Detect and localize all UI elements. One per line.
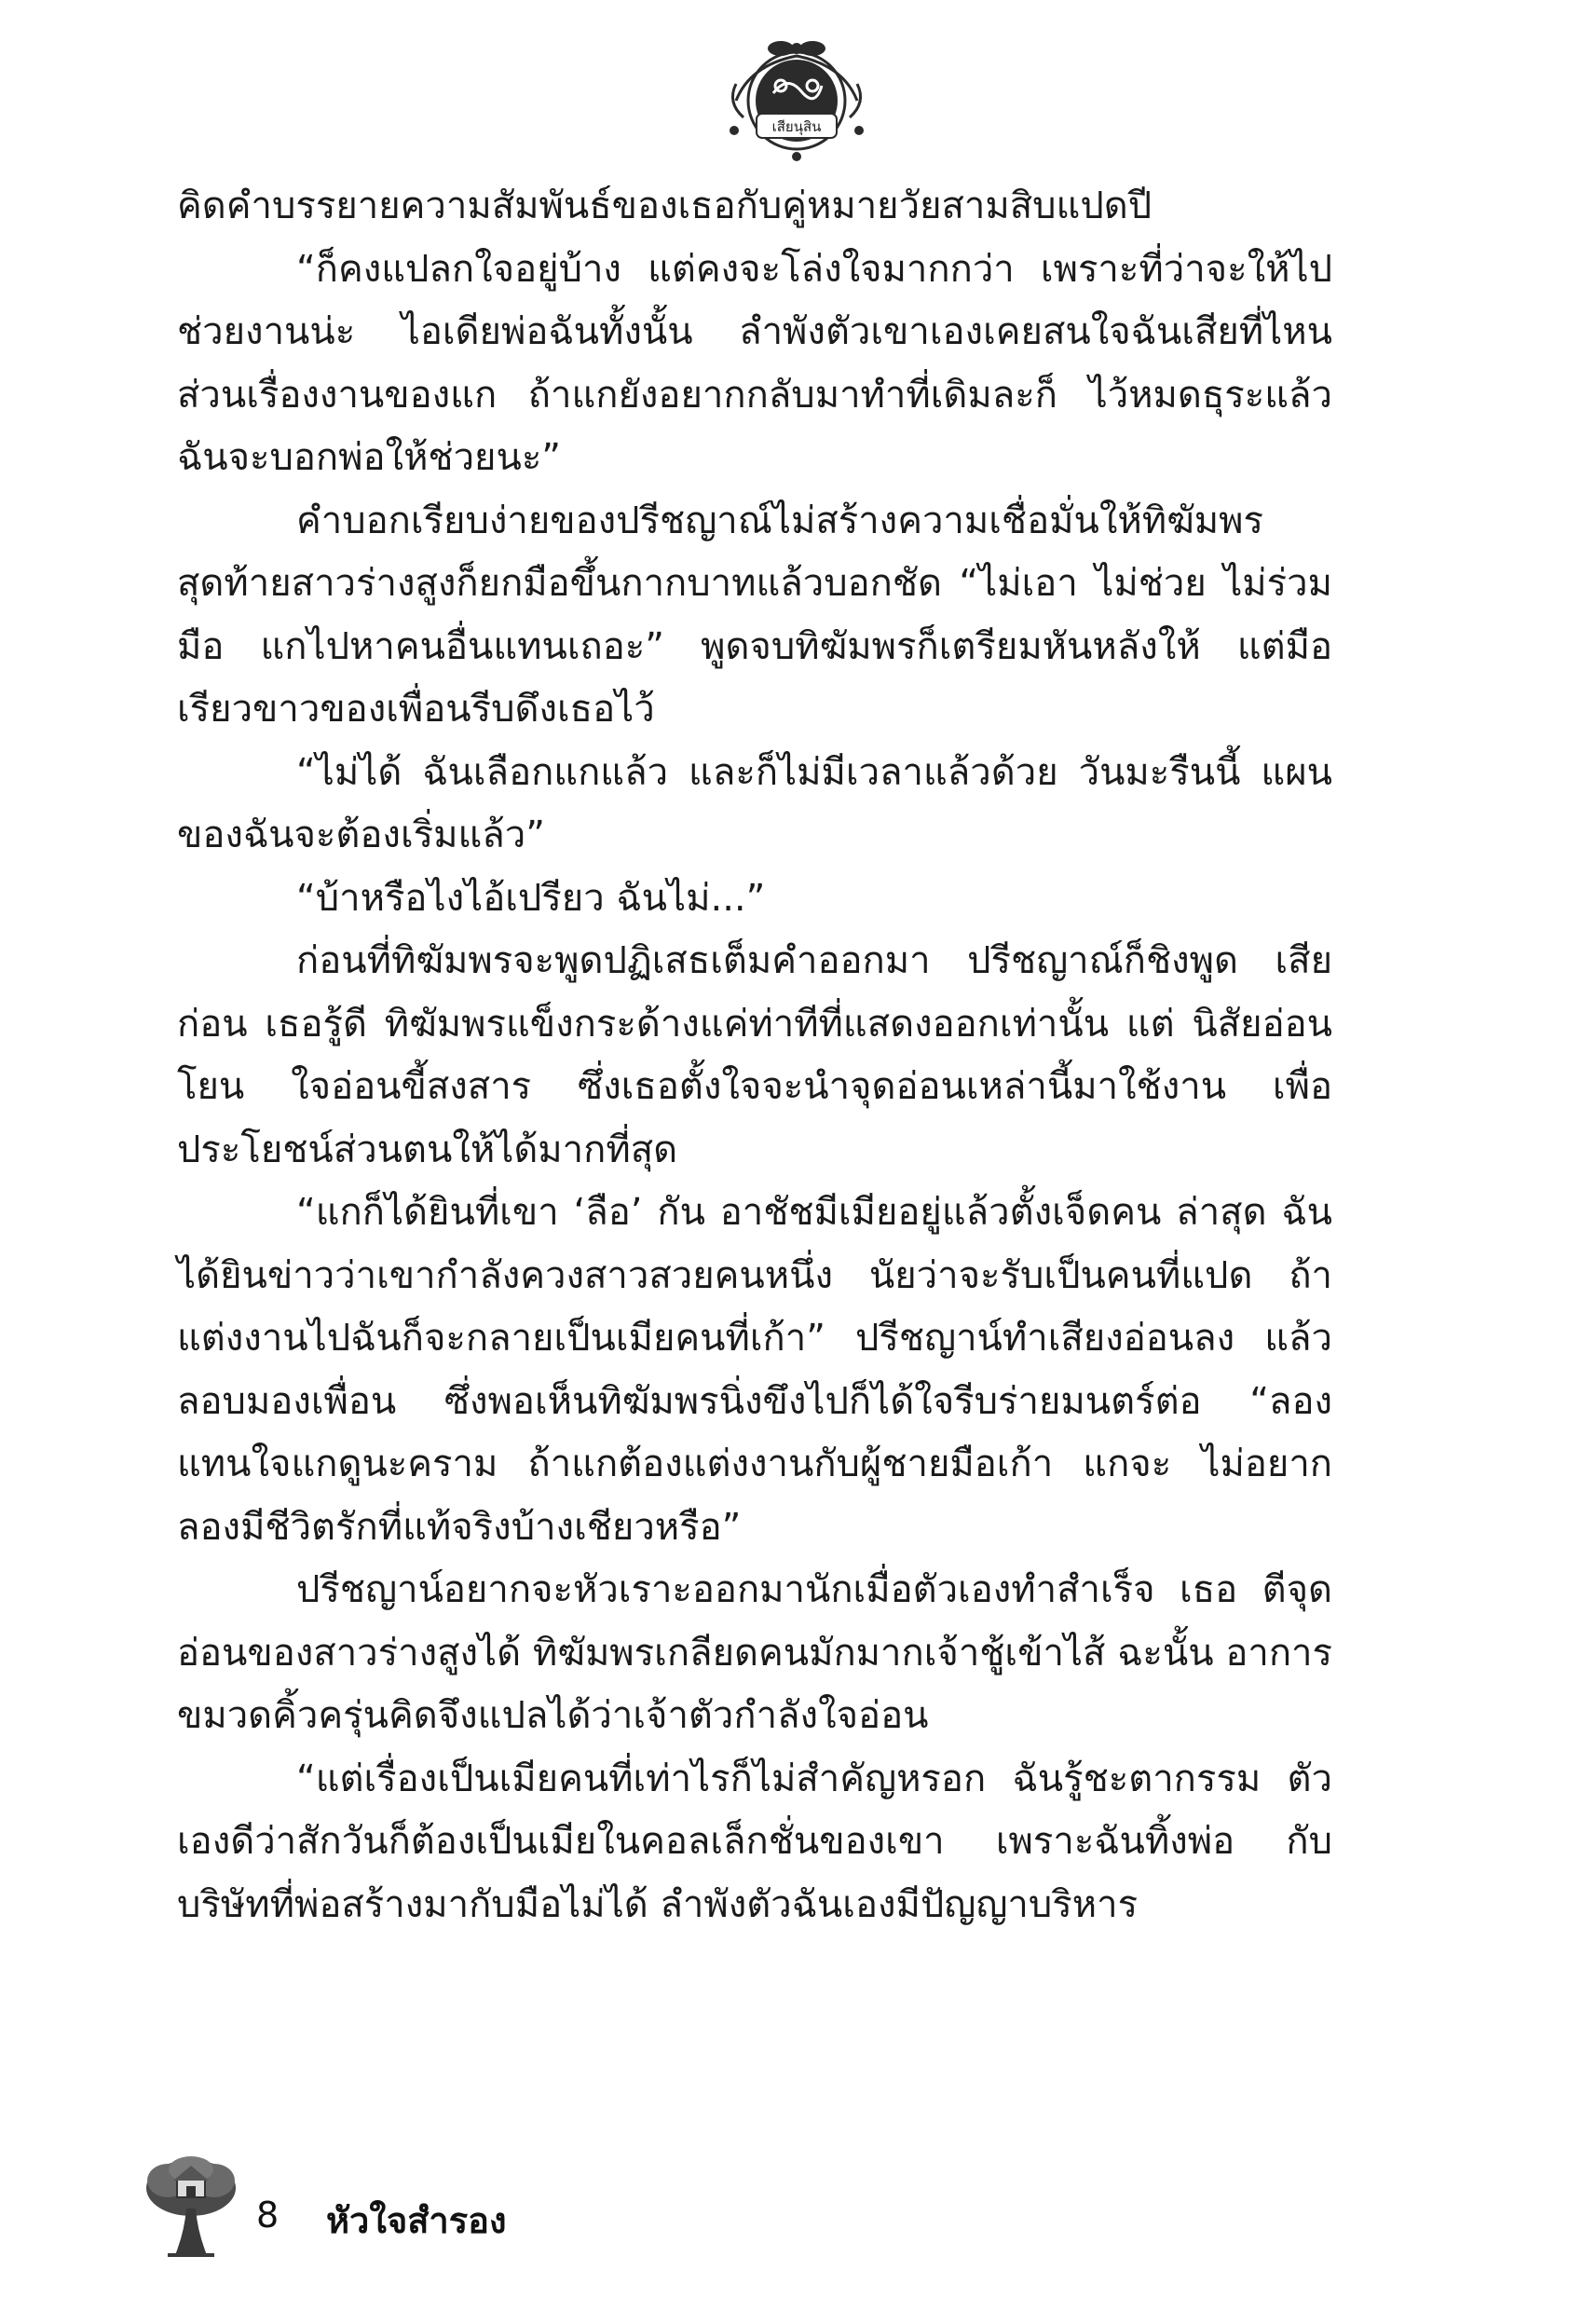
paragraph: คำบอกเรียบง่ายของปรีชญาณ์ไม่สร้างความเชื่อมั่นให้ทิฆัมพร สุดท้ายสาวร่างสูงก็ยกมือขึ้นกากบาทแล้วบอกชัด “ไม่เอา ไม่ช่วย ไม่ร่วมมือ แกไปหาคนอื่นแทนเถอะ” พูดจบทิฆัมพรก็เตรียมหันหลังให้ แต่มือเรียวขาวของเพื่อนรีบดึงเธอไว้	[177, 499, 1332, 731]
paragraph: ปรีชญาน์อยากจะหัวเราะออกมานักเมื่อตัวเองทำสำเร็จ เธอ ตีจุดอ่อนของสาวร่างสูงได้ ทิฆัมพรเกลียดคนมักมากเจ้าชู้เข้าไส้ ฉะนั้น อาการขมวดคิ้วครุ่นคิดจึงแปลได้ว่าเจ้าตัวกำลังใจอ่อน	[177, 1568, 1332, 1737]
logo-text: เสียนุสิน	[771, 118, 822, 135]
paragraph: ก่อนที่ทิฆัมพรจะพูดปฏิเสธเต็มคำออกมา ปรีชญาณ์ก็ชิงพูด เสียก่อน เธอรู้ดี ทิฆัมพรแข็งกระด้างแค่ท่าทีที่แสดงออกเท่านั้น แต่ นิสัยอ่อนโยน ใจอ่อนขี้สงสาร ซึ่งเธอตั้งใจจะนำจุดอ่อนเหล่านี้มาใช้งาน เพื่อประโยชน์ส่วนตนให้ได้มากที่สุด	[177, 939, 1332, 1171]
body-text	[177, 175, 1332, 1936]
paragraph: “แกก็ได้ยินที่เขา ‘ลือ’ กัน อาชัชมีเมียอยู่แล้วตั้งเจ็ดคน ล่าสุด ฉันได้ยินข่าวว่าเขากำลังควงสาวสวยคนหนึ่ง นัยว่าจะรับเป็นคนที่แปด ถ้าแต่งงานไปฉันก็จะกลายเป็นเมียคนที่เก้า” ปรีชญาน์ทำเสียงอ่อนลง แล้วลอบมองเพื่อน ซึ่งพอเห็นทิฆัมพรนิ่งขึงไปก็ได้ใจรีบร่ายมนตร์ต่อ “ลองแทนใจแกดูนะคราม ถ้าแกต้องแต่งงานกับผู้ชายมือเก้า แกจะ ไม่อยากลองมีชีวิตรักที่แท้จริงบ้างเชียวหรือ”	[177, 1191, 1332, 1549]
paragraph: คิดคำบรรยายความสัมพันธ์ของเธอกับคู่หมายวัยสามสิบแปดปี	[177, 185, 1153, 227]
paragraph: “บ้าหรือไงไอ้เปรียว ฉันไม่...”	[296, 876, 766, 920]
book-title: หัวใจสำรอง	[326, 2200, 507, 2241]
paragraph: “ก็คงแปลกใจอยู่บ้าง แต่คงจะโล่งใจมากกว่า เพราะที่ว่าจะให้ไปช่วยงานน่ะ ไอเดียพ่อฉันทั้งนั้น ลำพังตัวเขาเองเคยสนใจฉันเสียที่ไหน ส่วนเรื่องงานของแก ถ้าแกยังอยากกลับมาทำที่เดิมละก็ ไว้หมดธุระแล้ว ฉันจะบอกพ่อให้ช่วยนะ”	[177, 247, 1332, 479]
page-footer	[140, 2153, 699, 2264]
paragraph: “แต่เรื่องเป็นเมียคนที่เท่าไรก็ไม่สำคัญหรอก ฉันรู้ชะตากรรม ตัวเองดีว่าสักวันก็ต้องเป็นเมียในคอลเล็กชั่นของเขา เพราะฉันทิ้งพ่อ กับบริษัทที่พ่อสร้างมากับมือไม่ได้ ลำพังตัวฉันเองมีปัญญาบริหาร	[177, 1757, 1332, 1926]
ornament-seal-icon	[699, 28, 894, 163]
tree-house-icon	[140, 2153, 242, 2260]
page-number: 8	[256, 2195, 280, 2236]
paragraph: “ไม่ได้ ฉันเลือกแกแล้ว และก็ไม่มีเวลาแล้วด้วย วันมะรืนนี้ แผนของฉันจะต้องเริ่มแล้ว”	[177, 750, 1332, 856]
header-logo	[699, 28, 894, 163]
